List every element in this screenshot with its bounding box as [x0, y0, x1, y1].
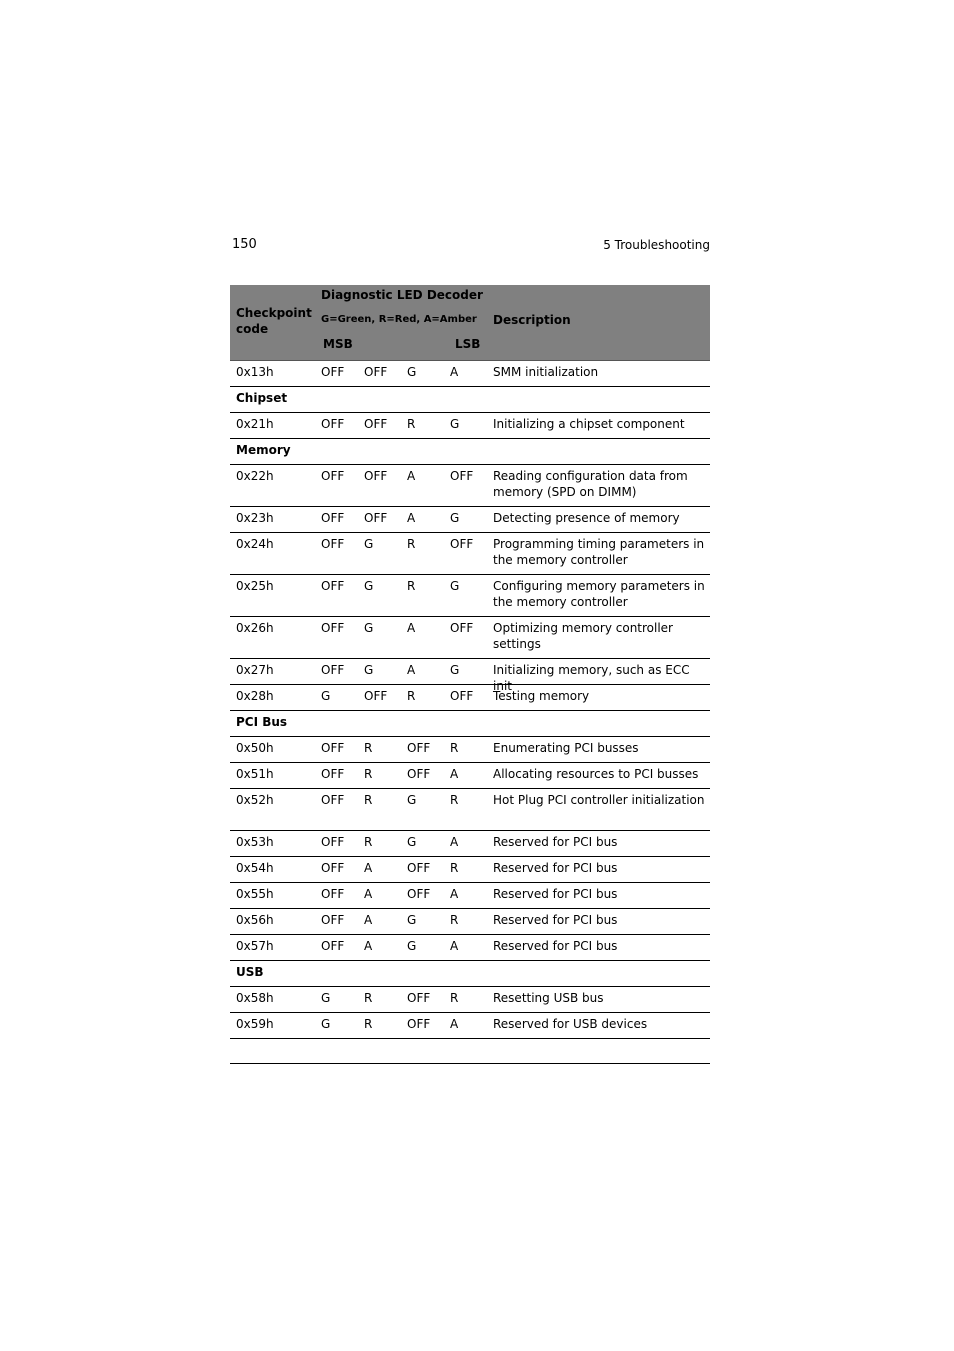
led-1-state: OFF	[321, 365, 345, 379]
table-row	[230, 1013, 710, 1039]
led-1-state: G	[321, 689, 331, 703]
led-3-state: OFF	[407, 861, 431, 875]
led-2-state: G	[364, 621, 374, 635]
led-2-state: R	[364, 835, 373, 849]
checkpoint-code: 0x54h	[236, 861, 274, 875]
description: Initializing memory, such as ECC init	[493, 663, 690, 693]
checkpoint-code: 0x57h	[236, 939, 274, 953]
led-2-state: R	[364, 741, 373, 755]
section-row	[230, 387, 710, 413]
led-3-state: G	[407, 365, 417, 379]
led-2-state: OFF	[364, 469, 388, 483]
led-2-state: A	[364, 913, 373, 927]
header-led-decoder: Diagnostic LED Decoder	[321, 288, 483, 302]
led-3-state: A	[407, 663, 416, 677]
table-row	[230, 737, 710, 763]
led-3-state: OFF	[407, 741, 431, 755]
table-row	[230, 763, 710, 789]
section-label: Memory	[236, 443, 291, 457]
led-1-state: OFF	[321, 621, 345, 635]
description: Reserved for PCI bus	[493, 887, 618, 901]
checkpoint-code: 0x59h	[236, 1017, 274, 1031]
led-2-state: R	[364, 1017, 373, 1031]
header-color-legend: G=Green, R=Red, A=Amber	[321, 314, 477, 325]
led-4-state: OFF	[450, 689, 474, 703]
led-4-state: R	[450, 861, 459, 875]
checkpoint-code: 0x23h	[236, 511, 274, 525]
led-3-state: OFF	[407, 887, 431, 901]
section-label: Chipset	[236, 391, 288, 405]
table-row	[230, 533, 710, 575]
table-row	[230, 507, 710, 533]
led-2-state: R	[364, 991, 373, 1005]
checkpoint-code: 0x27h	[236, 663, 274, 677]
led-1-state: OFF	[321, 741, 345, 755]
section-row	[230, 711, 710, 737]
led-1-state: G	[321, 991, 331, 1005]
led-4-state: A	[450, 1017, 459, 1031]
description: Detecting presence of memory	[493, 511, 680, 525]
description: Reserved for PCI bus	[493, 861, 618, 875]
led-2-state: G	[364, 663, 374, 677]
description: Reserved for PCI bus	[493, 939, 618, 953]
led-4-state: G	[450, 511, 460, 525]
checkpoint-code: 0x58h	[236, 991, 274, 1005]
led-1-state: OFF	[321, 887, 345, 901]
description: Hot Plug PCI controller initialization	[493, 793, 705, 807]
led-4-state: R	[450, 913, 459, 927]
description: Configuring memory parameters in the memory controller	[493, 579, 705, 609]
led-4-state: OFF	[450, 537, 474, 551]
description: SMM initialization	[493, 365, 599, 379]
table-row	[230, 857, 710, 883]
led-3-state: G	[407, 913, 417, 927]
checkpoint-code: 0x53h	[236, 835, 274, 849]
led-4-state: G	[450, 579, 460, 593]
table-row	[230, 883, 710, 909]
led-1-state: OFF	[321, 861, 345, 875]
checkpoint-code: 0x26h	[236, 621, 274, 635]
led-4-state: A	[450, 835, 459, 849]
description: Reserved for USB devices	[493, 1017, 648, 1031]
table-row	[230, 831, 710, 857]
checkpoint-code: 0x22h	[236, 469, 274, 483]
table-row	[230, 909, 710, 935]
led-4-state: OFF	[450, 469, 474, 483]
led-2-state: OFF	[364, 365, 388, 379]
description: Reserved for PCI bus	[493, 913, 618, 927]
led-2-state: G	[364, 579, 374, 593]
description: Initializing a chipset component	[493, 417, 685, 431]
description: Testing memory	[493, 689, 590, 703]
led-2-state: A	[364, 887, 373, 901]
led-3-state: R	[407, 579, 416, 593]
led-4-state: G	[450, 663, 460, 677]
section-row	[230, 961, 710, 987]
led-1-state: OFF	[321, 579, 345, 593]
header-description: Description	[493, 313, 571, 327]
led-1-state: OFF	[321, 511, 345, 525]
led-4-state: A	[450, 939, 459, 953]
table-header	[230, 285, 710, 361]
led-1-state: OFF	[321, 469, 345, 483]
led-2-state: R	[364, 767, 373, 781]
table-row	[230, 575, 710, 617]
table-end-row	[230, 1039, 710, 1064]
table-row	[230, 935, 710, 961]
led-3-state: A	[407, 511, 416, 525]
checkpoint-code: 0x52h	[236, 793, 274, 807]
led-3-state: OFF	[407, 767, 431, 781]
led-1-state: OFF	[321, 663, 345, 677]
led-1-state: OFF	[321, 939, 345, 953]
led-3-state: A	[407, 621, 416, 635]
led-2-state: A	[364, 861, 373, 875]
led-2-state: OFF	[364, 417, 388, 431]
table-row	[230, 413, 710, 439]
table-body	[230, 361, 710, 1039]
checkpoint-code: 0x25h	[236, 579, 274, 593]
led-4-state: R	[450, 741, 459, 755]
section-label: PCI Bus	[236, 715, 288, 729]
led-4-state: A	[450, 365, 459, 379]
description: Resetting USB bus	[493, 991, 604, 1005]
led-1-state: OFF	[321, 767, 345, 781]
table-row	[230, 617, 710, 659]
led-2-state: A	[364, 939, 373, 953]
checkpoint-code: 0x55h	[236, 887, 274, 901]
led-3-state: G	[407, 835, 417, 849]
led-3-state: G	[407, 939, 417, 953]
checkpoint-code: 0x50h	[236, 741, 274, 755]
led-3-state: A	[407, 469, 416, 483]
led-4-state: A	[450, 887, 459, 901]
led-3-state: G	[407, 793, 417, 807]
description: Programming timing parameters in the memory controller	[493, 537, 705, 567]
led-1-state: G	[321, 1017, 331, 1031]
table-row	[230, 465, 710, 507]
checkpoint-code: 0x28h	[236, 689, 274, 703]
checkpoint-code: 0x56h	[236, 913, 274, 927]
checkpoint-code: 0x21h	[236, 417, 274, 431]
led-1-state: OFF	[321, 913, 345, 927]
checkpoint-code: 0x24h	[236, 537, 274, 551]
led-4-state: OFF	[450, 621, 474, 635]
led-4-state: A	[450, 767, 459, 781]
header-lsb: LSB	[455, 337, 481, 351]
led-3-state: OFF	[407, 991, 431, 1005]
header-checkpoint-code: Checkpoint code	[236, 306, 312, 336]
chapter-title: 5 Troubleshooting	[603, 238, 710, 252]
led-4-state: R	[450, 991, 459, 1005]
table-row	[230, 685, 710, 711]
led-2-state: G	[364, 537, 374, 551]
section-label: USB	[236, 965, 264, 979]
section-row	[230, 439, 710, 465]
led-4-state: R	[450, 793, 459, 807]
led-2-state: R	[364, 793, 373, 807]
table-row	[230, 659, 710, 693]
led-1-state: OFF	[321, 835, 345, 849]
description: Reserved for PCI bus	[493, 835, 618, 849]
description: Enumerating PCI busses	[493, 741, 639, 755]
description: Optimizing memory controller settings	[493, 621, 673, 651]
led-4-state: G	[450, 417, 460, 431]
checkpoint-code: 0x51h	[236, 767, 274, 781]
led-3-state: R	[407, 689, 416, 703]
diagnostic-led-table	[230, 285, 710, 1064]
led-1-state: OFF	[321, 417, 345, 431]
led-2-state: OFF	[364, 689, 388, 703]
table-row	[230, 987, 710, 1013]
led-3-state: R	[407, 537, 416, 551]
description: Allocating resources to PCI busses	[493, 767, 699, 781]
led-1-state: OFF	[321, 537, 345, 551]
led-1-state: OFF	[321, 793, 345, 807]
description: Reading configuration data from memory (SPD on DIMM)	[493, 469, 688, 499]
led-2-state: OFF	[364, 511, 388, 525]
table-row	[230, 789, 710, 831]
led-3-state: OFF	[407, 1017, 431, 1031]
page-number: 150	[232, 237, 257, 252]
header-msb: MSB	[323, 337, 353, 351]
table-row	[230, 361, 710, 387]
led-3-state: R	[407, 417, 416, 431]
checkpoint-code: 0x13h	[236, 365, 274, 379]
